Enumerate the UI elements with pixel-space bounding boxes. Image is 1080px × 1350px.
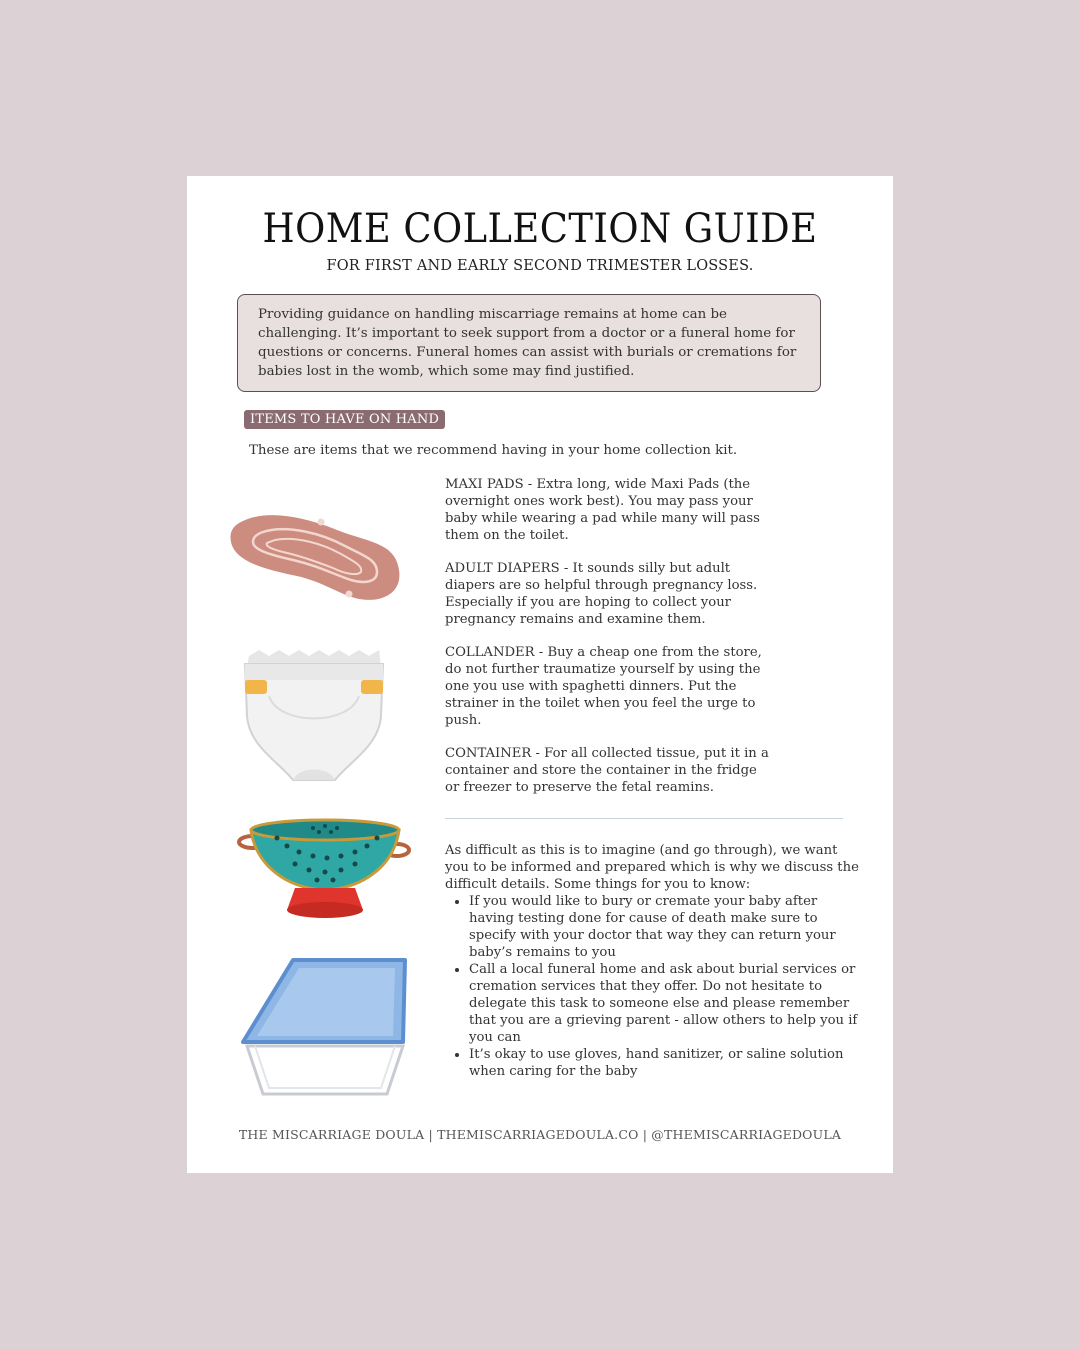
item-maxi-pads: MAXI PADS - Extra long, wide Maxi Pads (the overnight ones work best). You may pass your baby while wearing a pad while many will pass them on the toilet. bbox=[445, 477, 760, 543]
note-item: • If you would like to bury or cremate your baby after having testing done for cause of death make sure to specify with your doctor that way they can return your baby’s remains to you bbox=[469, 893, 865, 961]
container-icon bbox=[239, 954, 409, 1100]
notes-section bbox=[445, 842, 865, 1080]
intro-box bbox=[237, 294, 821, 392]
section-intro: These are items that we recommend having in your home collection kit. bbox=[249, 443, 738, 458]
colander-icon bbox=[237, 816, 413, 920]
note-item: • Call a local funeral home and ask about burial services or cremation services that they offer. Do not hesitate to delegate this task to someone else and please remember that you are a grieving parent - allow others to help you if you can bbox=[469, 961, 865, 1046]
notes-list bbox=[445, 893, 865, 1080]
footer: THE MISCARRIAGE DOULA | THEMISCARRIAGEDOULA.CO | @THEMISCARRIAGEDOULA bbox=[238, 1127, 842, 1142]
maxi-pad-icon bbox=[227, 500, 407, 608]
page-subtitle: FOR FIRST AND EARLY SECOND TRIMESTER LOSSES. bbox=[326, 258, 754, 274]
notes-intro: As difficult as this is to imagine (and go through), we want you to be informed and prepared which is why we discuss the difficult details. Some things for you to know: bbox=[445, 843, 859, 892]
diaper-icon bbox=[239, 646, 389, 784]
guide-page bbox=[187, 176, 893, 1173]
items-list bbox=[445, 476, 775, 812]
intro-text: Providing guidance on handling miscarriage remains at home can be challenging. It’s important to seek support from a doctor or a funeral home for questions or concerns. Funeral homes can assist with burials or cremations for babies lost in the womb, which some may find justified. bbox=[258, 307, 797, 379]
item-container: CONTAINER - For all collected tissue, put it in a container and store the container in the fridge or freezer to preserve the fetal reamins. bbox=[445, 746, 769, 795]
item-adult-diapers: ADULT DIAPERS - It sounds silly but adult diapers are so helpful through pregnancy loss. Especially if you are hoping to collect your pregnancy remains and examine them. bbox=[445, 561, 758, 627]
page-title: HOME COLLECTION GUIDE bbox=[262, 206, 818, 252]
note-item: • It’s okay to use gloves, hand sanitizer, or saline solution when caring for the baby bbox=[469, 1046, 865, 1080]
section-divider bbox=[445, 818, 843, 819]
item-collander: COLLANDER - Buy a cheap one from the store, do not further traumatize yourself by using the one you use with spaghetti dinners. Put the strainer in the toilet when you feel the urge to push. bbox=[445, 645, 762, 728]
section-label: ITEMS TO HAVE ON HAND bbox=[244, 410, 445, 429]
